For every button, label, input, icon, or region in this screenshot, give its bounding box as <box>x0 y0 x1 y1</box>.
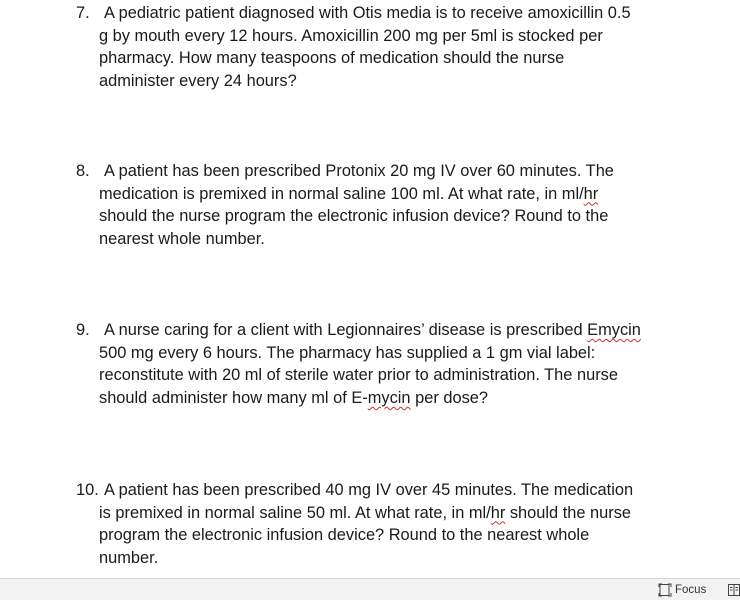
question-text-line: should the nurse program the electronic infusion device? Round to the <box>99 207 609 226</box>
spellcheck-flagged-word: hr <box>583 184 599 203</box>
question-text-line: program the electronic infusion device? Round to the nearest whole <box>99 526 590 545</box>
focus-label: Focus <box>675 584 707 596</box>
question-text-line <box>99 387 488 410</box>
read-mode-icon[interactable] <box>728 583 740 597</box>
focus-button[interactable] <box>656 581 708 599</box>
text-run: should administer how many ml of E- <box>99 388 368 407</box>
question-text-line <box>104 319 641 342</box>
question-text-line: A patient has been prescribed 40 mg IV over 45 minutes. The medication <box>104 481 634 499</box>
text-run: is premixed in normal saline 50 ml. At what rate, in ml/ <box>99 503 491 522</box>
question-text-line: g by mouth every 12 hours. Amoxicillin 200 mg per 5ml is stocked per <box>99 26 603 45</box>
question-number: 7. <box>76 4 90 22</box>
question-text-line <box>99 183 598 206</box>
text-run: per dose? <box>410 388 489 407</box>
spellcheck-flagged-word: hr <box>490 503 506 522</box>
question-text-line: number. <box>99 548 159 567</box>
question-text-line: A patient has been prescribed Protonix 20 mg IV over 60 minutes. The <box>104 162 614 180</box>
question-text-line: administer every 24 hours? <box>99 71 297 90</box>
spellcheck-flagged-word: mycin <box>367 388 411 407</box>
text-run: medication is premixed in normal saline 100 ml. At what rate, in ml/ <box>99 184 584 203</box>
spellcheck-flagged-word: Emycin <box>587 321 641 339</box>
text-run: should the nurse <box>505 503 632 522</box>
text-run: A nurse caring for a client with Legionnaires’ disease is prescribed <box>104 321 588 339</box>
focus-mode-icon <box>658 583 672 597</box>
status-bar <box>0 578 740 600</box>
question-number: 8. <box>76 162 90 180</box>
question-number: 9. <box>76 321 90 339</box>
question-text-line: A pediatric patient diagnosed with Otis media is to receive amoxicillin 0.5 <box>104 4 631 22</box>
question-text-line: 500 mg every 6 hours. The pharmacy has supplied a 1 gm vial label: <box>99 343 596 362</box>
question-text-line: reconstitute with 20 ml of sterile water prior to administration. The nurse <box>99 366 618 385</box>
question-text-line: pharmacy. How many teaspoons of medication should the nurse <box>99 49 565 68</box>
question-text-line: nearest whole number. <box>99 229 265 248</box>
question-number: 10. <box>76 481 99 499</box>
question-text-line <box>99 502 631 525</box>
